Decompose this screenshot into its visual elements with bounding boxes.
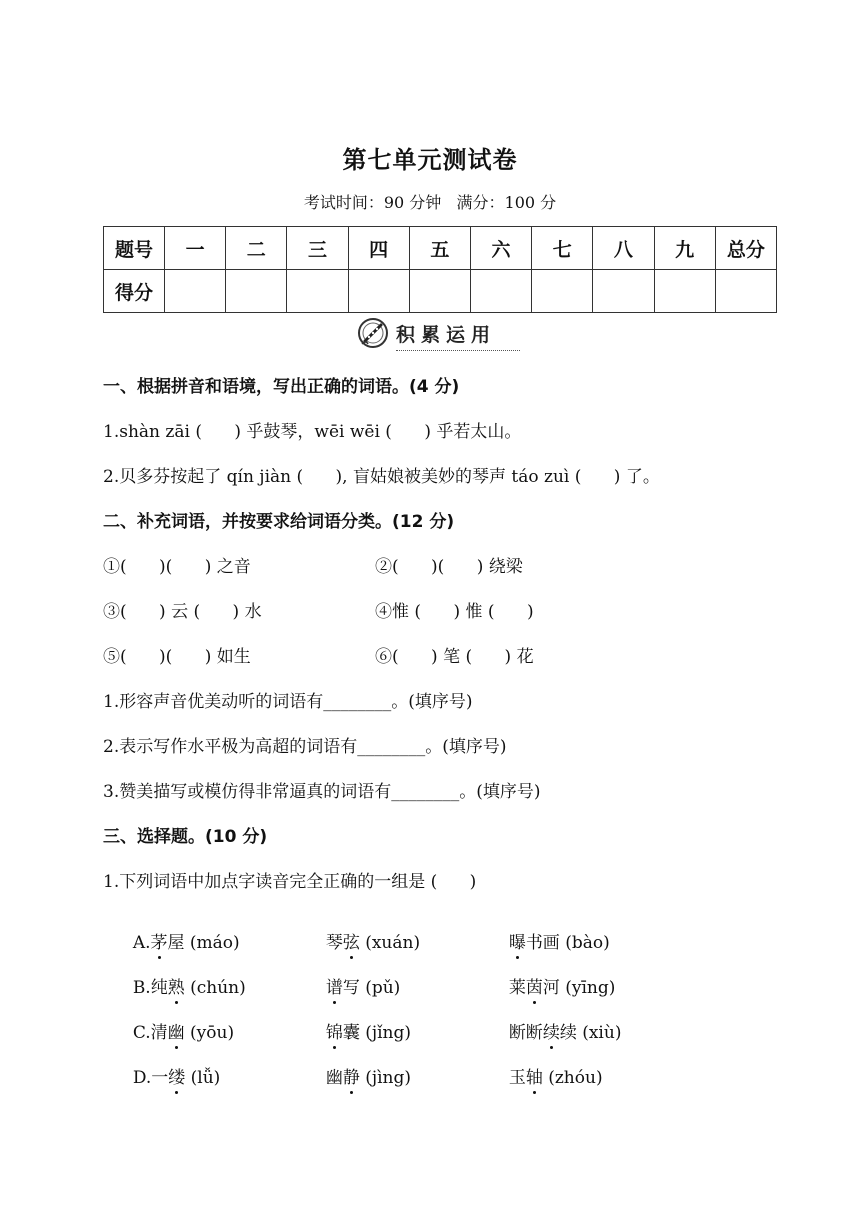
score-cell (165, 270, 226, 313)
option-b-word-3 (498, 953, 615, 998)
flute-icon (356, 316, 390, 350)
option-text: 断断 (508, 1023, 543, 1043)
banner-label: 积累运用 (396, 324, 497, 346)
option-text: 纯 (150, 978, 168, 998)
option-letter: D. (132, 1068, 152, 1088)
row-label-question-number: 题号 (104, 227, 165, 270)
q1-line-1: 1.shàn zāi ( ) 乎鼓琴，wēi wēi ( ) 乎若太山。 (103, 422, 522, 442)
q2-line-3: 3.赞美描写或模仿得非常逼真的词语有________。(填序号) (103, 782, 541, 802)
option-d-word-3 (498, 1043, 603, 1088)
score-cell (470, 270, 531, 313)
option-text: (lǚ) (185, 1068, 221, 1088)
q2-item-6: ⑥( ) 笔 ( ) 花 (375, 647, 534, 667)
row-label-score: 得分 (104, 270, 165, 313)
score-cell (287, 270, 348, 313)
column-header: 四 (348, 227, 409, 270)
option-text: 玉 (508, 1068, 526, 1088)
score-cell (226, 270, 287, 313)
option-c-word-3 (498, 998, 621, 1043)
option-text: (yōu) (184, 1023, 235, 1043)
dotted-character: 续 (543, 1018, 560, 1043)
option-text: 一 (151, 1068, 169, 1088)
option-text: 幽 (325, 1068, 343, 1088)
dotted-character: 弦 (343, 928, 360, 953)
option-text: 续 (xiù) (559, 1023, 622, 1043)
column-header: 二 (226, 227, 287, 270)
column-header: 三 (287, 227, 348, 270)
column-header: 八 (593, 227, 654, 270)
option-d-word-2 (315, 1043, 411, 1088)
column-header: 五 (409, 227, 470, 270)
column-header: 总分 (715, 227, 776, 270)
q1-line-2: 2.贝多芬按起了 qín jiàn ( ), 盲姑娘被美妙的琴声 táo zuì ( ) 了。 (103, 467, 660, 487)
dotted-character: 茅 (151, 928, 168, 953)
option-c-word-2 (315, 998, 411, 1043)
score-cell (654, 270, 715, 313)
score-table (103, 226, 777, 313)
option-b-word-2 (315, 953, 400, 998)
score-cell (715, 270, 776, 313)
option-text: 莱 (508, 978, 526, 998)
dotted-character: 锦 (326, 1018, 343, 1043)
dotted-character: 谱 (326, 973, 343, 998)
q2-item-5: ⑤( )( ) 如生 (103, 647, 251, 667)
q2-item-4: ④惟 ( ) 惟 ( ) (375, 602, 534, 622)
exam-info: 考试时间：90 分钟 满分：100 分 (303, 193, 557, 212)
q1-heading: 一、根据拼音和语境，写出正确的词语。(4 分) (103, 377, 460, 397)
q3-question: 1.下列词语中加点字读音完全正确的一组是 ( ) (103, 872, 477, 892)
option-text: (chún) (184, 978, 246, 998)
option-letter: A. (132, 933, 151, 953)
option-letter: C. (132, 1023, 151, 1043)
score-cell (409, 270, 470, 313)
q2-line-2: 2.表示写作水平极为高超的词语有________。(填序号) (103, 737, 507, 757)
dotted-character: 轴 (526, 1063, 543, 1088)
option-text: 写 (pǔ) (342, 978, 401, 998)
option-d (122, 1043, 220, 1088)
dotted-character: 曝 (509, 928, 526, 953)
column-header: 一 (165, 227, 226, 270)
option-c (122, 998, 234, 1043)
score-table-header-row (104, 227, 777, 270)
q2-item-1: ①( )( ) 之音 (103, 557, 251, 577)
q2-heading: 二、补充词语，并按要求给词语分类。(12 分) (103, 512, 455, 532)
dotted-character: 幽 (168, 1018, 185, 1043)
q2-item-3: ③( ) 云 ( ) 水 (103, 602, 262, 622)
column-header: 六 (470, 227, 531, 270)
column-header: 七 (532, 227, 593, 270)
score-table-score-row (104, 270, 777, 313)
option-a-word-3 (498, 908, 610, 953)
dotted-character: 茵 (526, 973, 543, 998)
option-letter: B. (132, 978, 151, 998)
option-text: 书画 (bào) (525, 933, 610, 953)
column-header: 九 (654, 227, 715, 270)
option-text: 琴 (325, 933, 343, 953)
dotted-character: 熟 (168, 973, 185, 998)
banner-underline (396, 350, 520, 351)
page-title: 第七单元测试卷 (342, 146, 518, 174)
score-cell (532, 270, 593, 313)
option-text: 囊 (jǐng) (342, 1023, 412, 1043)
score-cell (348, 270, 409, 313)
q2-item-2: ②( )( ) 绕梁 (375, 557, 523, 577)
score-cell (593, 270, 654, 313)
option-a (122, 908, 240, 953)
dotted-character: 静 (343, 1063, 360, 1088)
dotted-character: 缕 (168, 1063, 185, 1088)
option-text: 屋 (máo) (167, 933, 240, 953)
option-text: (zhóu) (542, 1068, 603, 1088)
section-banner (356, 316, 522, 354)
option-text: 清 (150, 1023, 168, 1043)
option-b (122, 953, 246, 998)
option-text: (xuán) (359, 933, 421, 953)
option-a-word-2 (315, 908, 420, 953)
option-text: (jìng) (359, 1068, 412, 1088)
option-text: 河 (yīng) (542, 978, 616, 998)
q3-heading: 三、选择题。(10 分) (103, 827, 268, 847)
q2-line-1: 1.形容声音优美动听的词语有________。(填序号) (103, 692, 473, 712)
